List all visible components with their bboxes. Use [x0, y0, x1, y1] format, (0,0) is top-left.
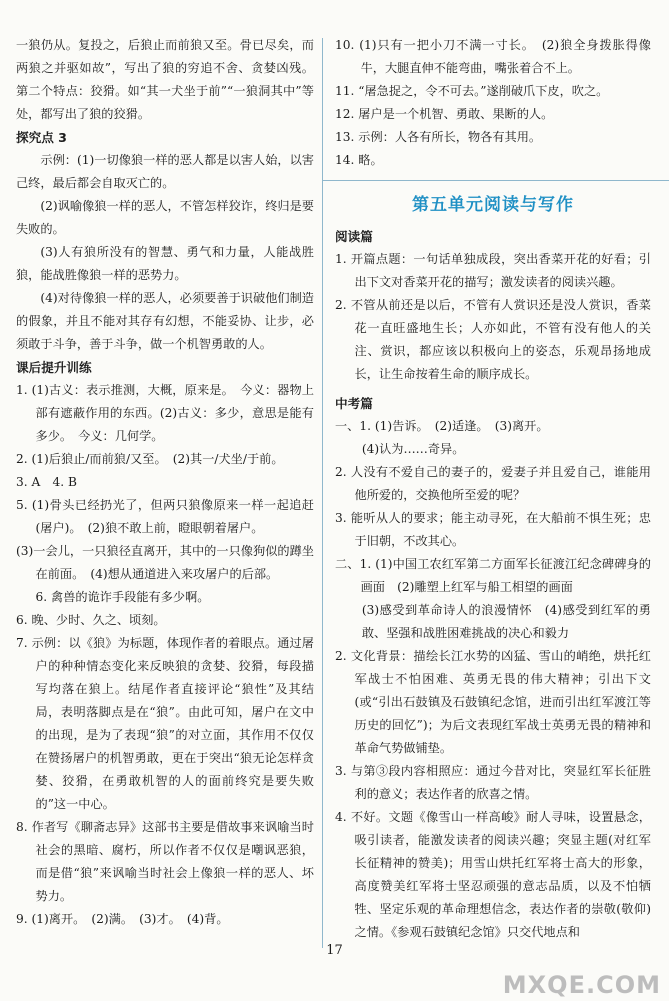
exam-item: 4. 不好。文题《像雪山一样高峻》耐人寻味，设置悬念，吸引读者，能激发读者的阅读兴趣；突显主题(对红军长征精神的赞美)；用雪山烘托红军将士高大的形象，高度赞美红军将士坚忍顽强的意志品质，以及不怕牺牲、坚定乐观的革命理想信念，表达作者的崇敬(敬仰)之情。《参观石鼓镇纪念馆》只交代地点和: [335, 810, 651, 939]
training-item: 5. (1)骨头已经扔光了，但两只狼像原来一样一起追赶(屠户)。 (2)狼不敢上前，瞪眼朝着屠户。: [16, 498, 314, 535]
answer-item: 11. “屠急捉之，令不可去。”遂削破爪下皮，吹之。: [335, 84, 609, 98]
answer-item: 10. (1)只有一把小刀不满一寸长。 (2)狼全身拨胀得像牛，大腿直伸不能弯曲，嘴张着合不上。: [335, 38, 651, 75]
page-number: 17: [326, 943, 343, 958]
section3-heading: 探究点 3: [16, 130, 67, 145]
exam-item: 3. 能听从人的要求；能主动寻死，在大船前不惧生死；忠于旧朝，不改其心。: [335, 511, 651, 548]
training-heading: 课后提升训练: [16, 360, 92, 375]
exam-item: (3)感受到革命诗人的浪漫情怀 (4)感受到红军的勇敢、坚强和战胜困难挑战的决心和毅力: [361, 603, 651, 640]
reading-item: 2. 不管从前还是以后，不管有人赏识还是没人赏识，香菜花一直旺盛地生长；人亦如此，不管有没有他人的关注、赏识，都应该以积极向上的姿态，乐观昂扬地成长，让生命按着生命的顺序成长。: [335, 298, 651, 381]
answer-item: 14. 略。: [335, 153, 383, 167]
answer-item: 12. 屠户是一个机智、勇敢、果断的人。: [335, 107, 554, 121]
training-item: 6. 晚、少时、久之、顷刻。: [16, 613, 166, 627]
right-column: [335, 34, 651, 944]
reading-item: 1. 开篇点题：一句话单独成段，突出香菜开花的好看；引出下文对香菜开花的描写；激发读者的阅读兴趣。: [335, 252, 651, 289]
exam-item: 2. 人没有不爱自己的妻子的，爱妻子并且爱自己，谁能用他所爱的，交换他所至爱的呢？: [335, 465, 651, 502]
exam-item: (4)认为……奇异。: [361, 442, 465, 456]
exam-heading: 中考篇: [335, 396, 373, 411]
section3-item: 示例：(1)一切像狼一样的恶人都是以害人始，以害己终，最后都会自取灭亡的。: [16, 153, 314, 190]
exam-item: 一、1. (1)告诉。 (2)适逢。 (3)离开。: [335, 419, 549, 433]
watermark-logo: MXQE.COM: [502, 971, 661, 999]
exam-item: 二、1. (1)中国工农红军第二方面军长征渡江纪念碑碑身的画面 (2)雕塑上红军与船工相望的画面: [335, 557, 651, 594]
training-item: 9. (1)离开。 (2)满。 (3)才。 (4)背。: [16, 912, 229, 926]
training-item: 3. A 4. B: [16, 475, 77, 489]
column-divider: [322, 38, 323, 948]
left-column: [16, 34, 314, 931]
exam-item: 3. 与第③段内容相照应：通过今昔对比，突显红军长征胜利的意义；表达作者的欣喜之情。: [335, 764, 651, 801]
section3-item: (4)对待像狼一样的恶人，必须要善于识破他们制造的假象，并且不能对其存有幻想，不能妥协、让步，必须敢于斗争，善于斗争，做一个机智勇敢的人。: [16, 291, 314, 351]
section3-item: (2)讽喻像狼一样的恶人，不管怎样狡诈，终归是要失败的。: [16, 199, 314, 236]
training-item: 6. 禽兽的诡诈手段能有多少啊。: [35, 590, 210, 604]
training-item: 1. (1)古义：表示推测，大概，原来是。 今义：器物上部有遮蔽作用的东西。(2)古义：多少，意思是能有多少。 今义：几何学。: [16, 383, 314, 443]
unit-title: 第五单元阅读与写作: [412, 195, 574, 215]
training-item: 2. (1)后狼止/而前狼/又至。 (2)其一/犬坐/于前。: [16, 452, 284, 466]
reading-heading: 阅读篇: [335, 229, 373, 244]
training-item: 8. 作者写《聊斋志异》这部书主要是借故事来讽喻当时社会的黑暗、腐朽，所以作者不仅仅是嘲讽恶狼，而是借“狼”来讽喻当时社会上像狼一样的恶人、坏势力。: [16, 820, 314, 903]
training-item: 7. 示例：以《狼》为标题，体现作者的着眼点。通过屠户的种种情态变化来反映狼的贪婪、狡猾，每段描写均落在狼上。结尾作者直接评论“狼性”及其结局，表明落脚点是在“狼”。由此可知，屠户在文中的出现，是为了表现“狼”的对立面，其作用不仅仅在赞扬屠户的机智勇敢，更在于突出“狼无论怎样贪婪、狡猾，在勇敢机智的人的面前终究是要失败的”这一中心。: [16, 636, 314, 811]
answer-item: 13. 示例：人各有所长，物各有其用。: [335, 130, 542, 144]
training-item: (3)一会儿，一只狼径直离开，其中的一只像狗似的蹲坐在前面。 (4)想从通道进入来攻屠户的后部。: [16, 544, 314, 581]
left-intro-paragraph: 一狼仍从。复投之，后狼止而前狼又至。骨已尽矣，而两狼之并驱如故”，写出了狼的穷追不舍、贪婪凶残。第二个特点：狡猾。如“其一犬坐于前”“一狼洞其中”等处，都写出了狼的狡猾。: [16, 38, 314, 121]
exam-item: 2. 文化背景：描绘长江水势的凶猛、雪山的峭绝，烘托红军战士不怕困难、英勇无畏的伟大精神；引出下文(或“引出石鼓镇及石鼓镇纪念馆，进而引出红军渡江等历史的回忆”)；为后文表现红军战士英勇无畏的精神和革命气势做铺垫。: [335, 649, 651, 755]
section3-item: (3)人有狼所没有的智慧、勇气和力量，人能战胜狼，能战胜像狼一样的恶势力。: [16, 245, 314, 282]
